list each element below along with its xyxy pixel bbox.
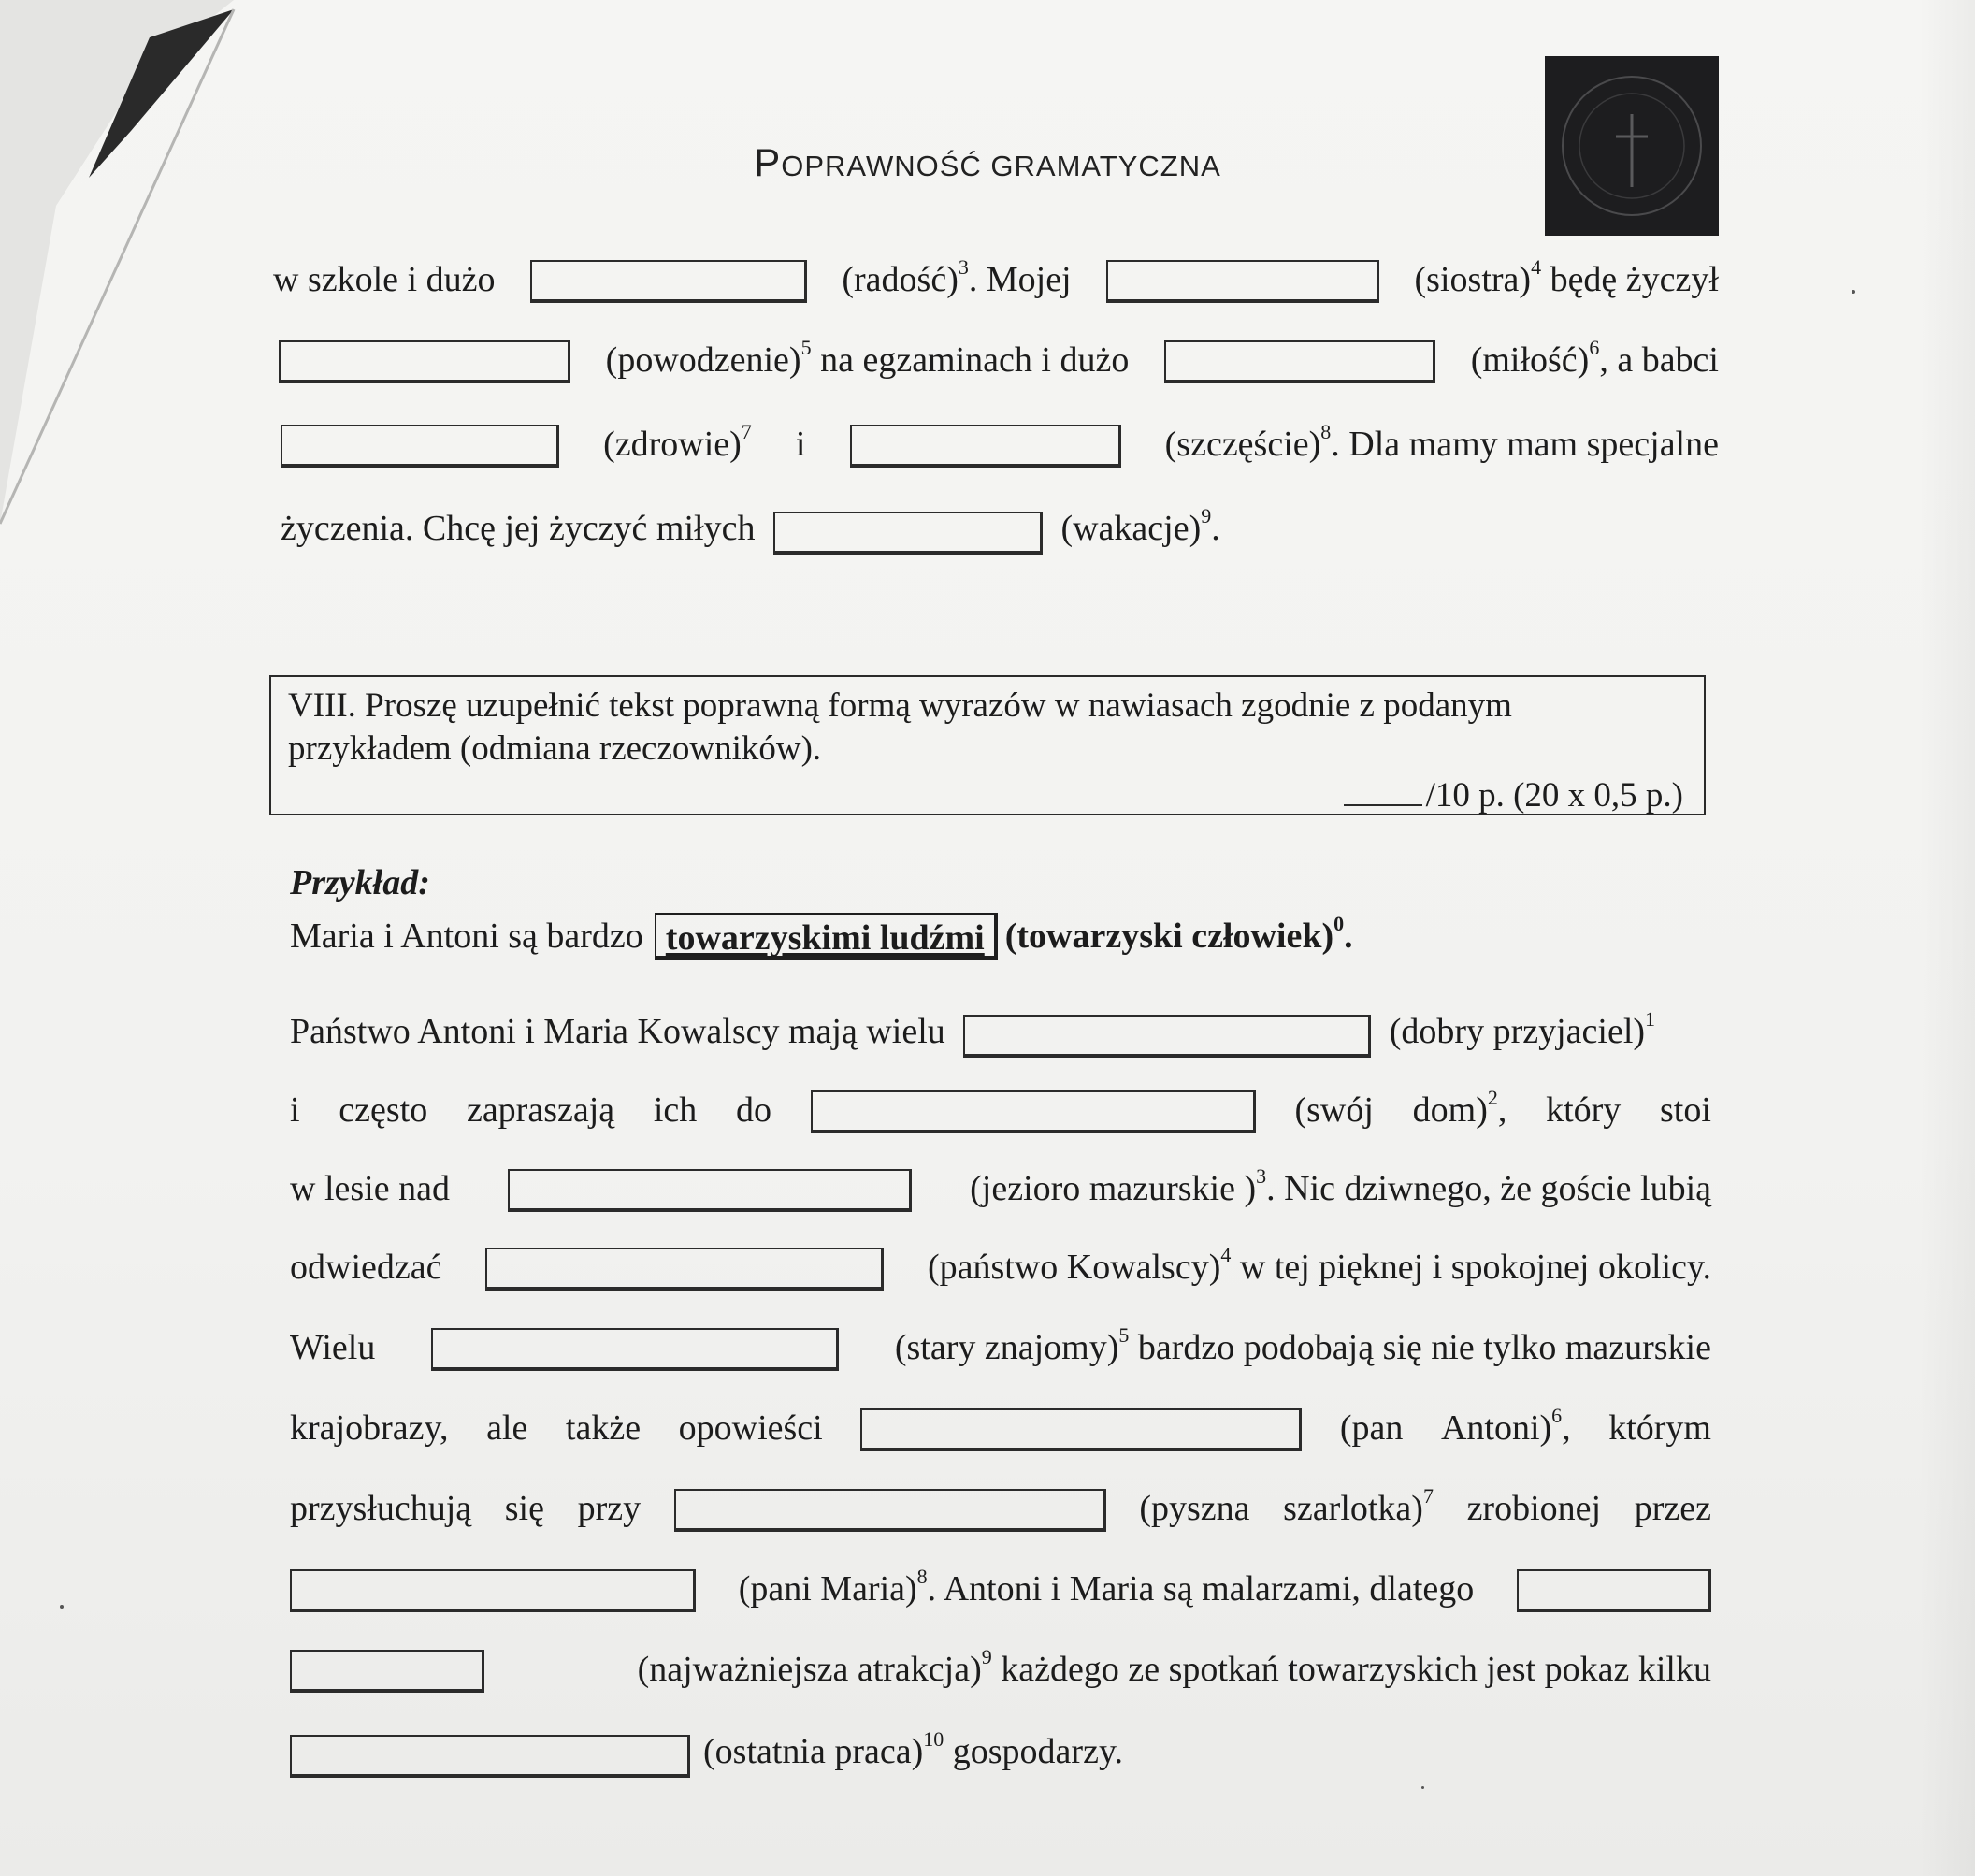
instruction-text: przykładem (odmiana rzeczowników). (288, 729, 822, 768)
hint: (siostra) (1414, 260, 1532, 299)
text: krajobrazy, (290, 1408, 449, 1448)
answer-box[interactable] (508, 1169, 912, 1212)
footnote-number: 0 (1333, 912, 1345, 936)
answer-box[interactable] (1106, 260, 1379, 303)
answer-box[interactable] (290, 1735, 690, 1778)
footnote-number: 6 (1589, 336, 1600, 360)
example-answer-box (655, 913, 998, 960)
answer-box[interactable] (1164, 340, 1435, 383)
footnote-number: 7 (1422, 1484, 1434, 1508)
footnote-number: 4 (1531, 255, 1542, 280)
hint: (państwo Kowalscy) (927, 1248, 1221, 1287)
text: bardzo podobają się nie tylko mazurskie (1137, 1328, 1711, 1367)
text: w szkole i dużo (273, 260, 496, 299)
text: . (1344, 916, 1353, 956)
footnote-number: 1 (1645, 1007, 1656, 1032)
text: . Nic dziwnego, że goście lubią (1266, 1169, 1711, 1208)
hint: (powodzenie) (605, 340, 801, 380)
answer-box[interactable] (290, 1569, 696, 1612)
text: życzenia. Chcę jej życzyć miłych (281, 509, 756, 548)
part2-line-7 (290, 1484, 1711, 1530)
text: przysłuchują (290, 1489, 472, 1528)
text: . Dla mamy mam specjalne (1331, 425, 1719, 464)
footnote-number: 10 (923, 1727, 944, 1752)
text: do (736, 1090, 772, 1130)
answer-box[interactable] (773, 512, 1043, 555)
hint: szarlotka) (1283, 1489, 1423, 1528)
footnote-number: 3 (958, 255, 969, 280)
instruction-text: VIII. Proszę uzupełnić tekst poprawną formą wyrazów w nawiasach zgodnie z podanym (288, 686, 1512, 725)
answer-box[interactable] (279, 340, 570, 383)
part2-line-10 (290, 1727, 1123, 1776)
text: ich (653, 1090, 698, 1130)
text: którym (1608, 1408, 1711, 1448)
text: w lesie nad (290, 1169, 450, 1208)
text: się (504, 1489, 544, 1528)
task-instructions-box (269, 675, 1706, 815)
task-points (288, 772, 1683, 817)
part1-line-3 (281, 420, 1719, 466)
part1-line-2 (279, 336, 1719, 382)
part2-line-4 (290, 1243, 1711, 1289)
text: zapraszają (466, 1090, 615, 1130)
answer-box[interactable] (963, 1015, 1371, 1058)
text: gospodarzy. (952, 1732, 1123, 1771)
footnote-number: 3 (1256, 1164, 1267, 1189)
text: , (1497, 1090, 1507, 1130)
text: przy (577, 1489, 642, 1528)
text: i (795, 425, 806, 464)
text: Państwo Antoni i Maria Kowalscy mają wielu (290, 1012, 945, 1051)
text: będę życzył (1550, 260, 1719, 299)
hint: (miłość) (1470, 340, 1590, 380)
hint: (jezioro mazurskie ) (970, 1169, 1257, 1208)
example-label: Przykład: (290, 863, 430, 902)
text: . (1211, 509, 1220, 548)
answer-box[interactable] (674, 1489, 1106, 1532)
part2-line-2 (290, 1086, 1711, 1132)
example-line (290, 911, 1353, 958)
paper-speck (60, 1605, 64, 1609)
hint: (swój (1294, 1090, 1374, 1130)
hint: (radość) (842, 260, 959, 299)
hint: (pyszna (1139, 1489, 1250, 1528)
answer-box[interactable] (860, 1408, 1302, 1451)
part2-line-8 (290, 1567, 1711, 1610)
part2-line-5 (290, 1323, 1711, 1369)
text: przez (1634, 1489, 1711, 1528)
edge-shadow (1919, 0, 1975, 1876)
text: i (290, 1090, 300, 1130)
answer-box[interactable] (431, 1328, 839, 1371)
footnote-number: 9 (981, 1645, 992, 1669)
hint: (wakacje) (1060, 509, 1202, 548)
text: , a babci (1599, 340, 1719, 380)
text: , (1562, 1408, 1571, 1448)
text: w tej pięknej i spokojnej okolicy. (1239, 1248, 1711, 1287)
part1-line-4 (281, 504, 1220, 553)
text: na egzaminach i dużo (820, 340, 1130, 380)
page-title: POPRAWNOŚĆ GRAMATYCZNA (754, 140, 1221, 184)
part2-line-1 (290, 1007, 1656, 1056)
text: Maria i Antoni są bardzo (290, 916, 643, 956)
hint: (pani Maria) (738, 1569, 917, 1609)
hint: (towarzyski człowiek) (1004, 916, 1334, 956)
part2-line-3 (290, 1164, 1711, 1210)
text: który (1546, 1090, 1622, 1130)
text: zrobionej (1466, 1489, 1602, 1528)
answer-box[interactable] (811, 1090, 1256, 1133)
text: . Antoni i Maria są malarzami, dlatego (927, 1569, 1475, 1609)
part2-line-6 (290, 1404, 1711, 1450)
part1-line-1 (273, 255, 1719, 301)
footnote-number: 7 (741, 420, 752, 444)
footnote-number: 9 (1201, 504, 1212, 528)
score-blank[interactable] (1344, 772, 1422, 806)
answer-box[interactable] (530, 260, 807, 303)
footnote-number: 4 (1220, 1243, 1232, 1267)
part2-line-9 (290, 1645, 1711, 1691)
stamp-seal (1545, 56, 1719, 236)
hint: (dobry przyjaciel) (1389, 1012, 1646, 1051)
footnote-number: 8 (1320, 420, 1332, 444)
footnote-number: 5 (1118, 1323, 1130, 1348)
task-line-1 (288, 685, 1683, 728)
answer-box[interactable] (281, 425, 559, 468)
hint: (szczęście) (1164, 425, 1321, 464)
example-answer: towarzyskimi ludźmi (665, 918, 985, 958)
answer-box[interactable] (485, 1248, 884, 1291)
footnote-number: 5 (800, 336, 812, 360)
hint: (pan (1339, 1408, 1404, 1448)
hint: (ostatnia praca) (703, 1732, 924, 1771)
text: ale (486, 1408, 528, 1448)
answer-box[interactable] (290, 1650, 484, 1693)
hint: (najważniejsza atrakcja) (637, 1650, 982, 1689)
footnote-number: 2 (1487, 1086, 1498, 1110)
hint: Antoni) (1440, 1408, 1552, 1448)
text: odwiedzać (290, 1248, 442, 1287)
text: opowieści (678, 1408, 823, 1448)
text: Wielu (290, 1328, 376, 1367)
text: często (339, 1090, 428, 1130)
footnote-number: 6 (1551, 1404, 1563, 1428)
text: stoi (1660, 1090, 1711, 1130)
text: także (565, 1408, 642, 1448)
text: . Mojej (968, 260, 1072, 299)
paper-speck (1421, 1786, 1424, 1789)
task-line-2 (288, 728, 1683, 771)
hint: (stary znajomy) (894, 1328, 1119, 1367)
paper-speck (1852, 290, 1855, 294)
answer-box[interactable] (1517, 1569, 1711, 1612)
answer-box[interactable] (850, 425, 1121, 468)
footnote-number: 8 (916, 1565, 928, 1589)
hint: dom) (1412, 1090, 1488, 1130)
hint: (zdrowie) (603, 425, 742, 464)
points-text: /10 p. (20 x 0,5 p.) (1425, 776, 1683, 815)
text: każdego ze spotkań towarzyskich jest pokaz kilku (1001, 1650, 1711, 1689)
